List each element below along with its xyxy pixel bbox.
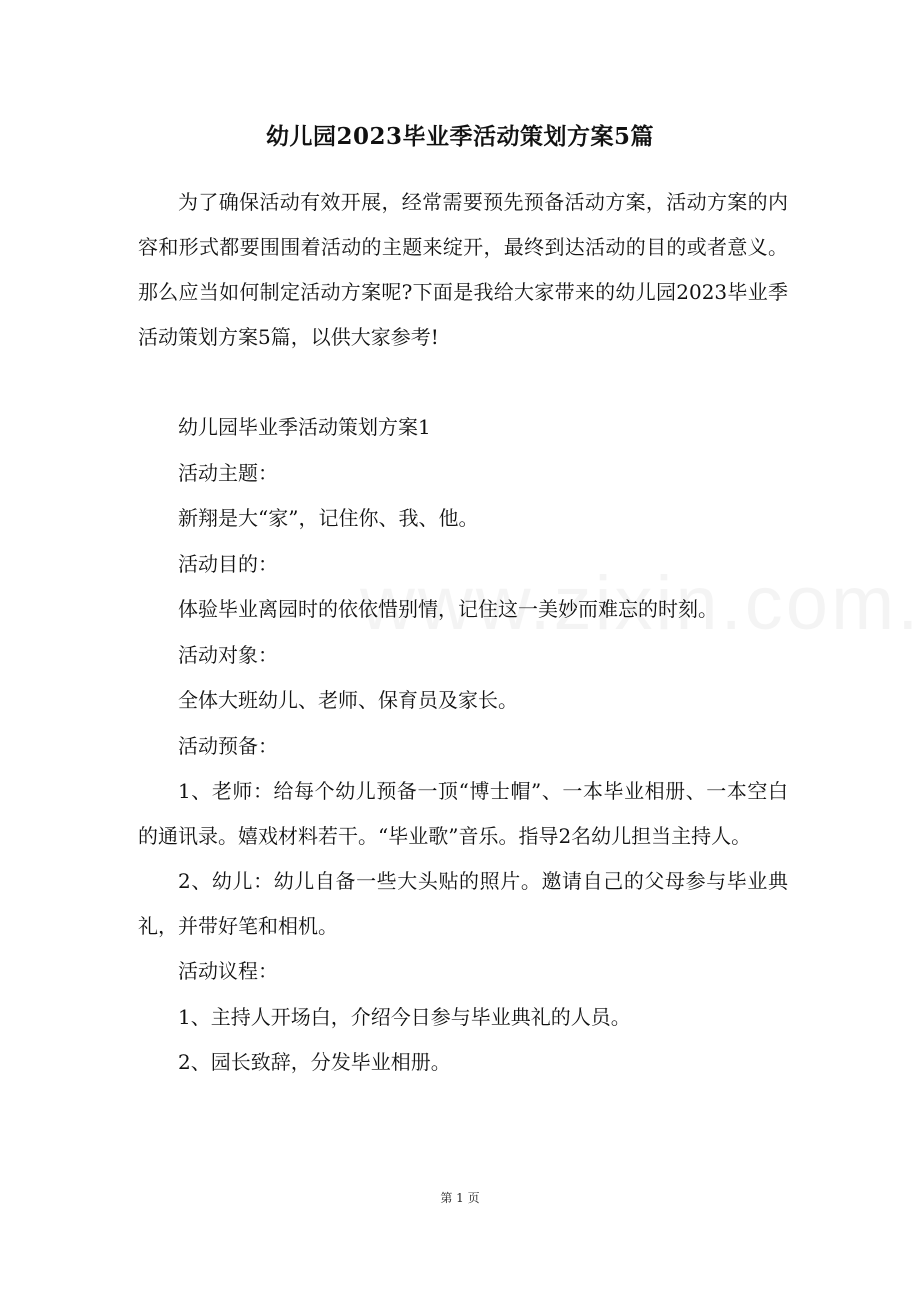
audience-text: 全体大班幼儿、老师、保育员及家长。 [178, 688, 518, 712]
intro-paragraph: 为了确保活动有效开展，经常需要预先预备活动方案，活动方案的内容和形式都要围围着活动的主题来绽开，最终到达活动的目的或者意义。那么应当如何制定活动方案呢?下面是我给大家带来的幼儿园2023毕业季活动策划方案5篇，以供大家参考! [138, 190, 788, 349]
agenda-label: 活动议程： [178, 959, 278, 983]
theme-label: 活动主题： [178, 460, 278, 485]
purpose-text: 体验毕业离园时的依依惜别情，记住这一美妙而难忘的时刻。 [178, 597, 718, 621]
prep-item-2: 2、幼儿：幼儿自备一些大头贴的照片。邀请自己的父母参与毕业典礼，并带好笔和相机。 [138, 869, 788, 938]
purpose-label: 活动目的： [178, 551, 278, 576]
agenda-item-1: 1、主持人开场白，介绍今日参与毕业典礼的人员。 [178, 1004, 631, 1029]
document-body [138, 180, 788, 1086]
document-title: 幼儿园2023毕业季活动策划方案5篇 [265, 123, 655, 150]
theme-text: 新翔是大“家”，记住你、我、他。 [178, 506, 479, 530]
prep-label: 活动预备： [178, 733, 278, 758]
page-number: 第 1 页 [440, 1191, 480, 1205]
paragraph-spacer [138, 360, 788, 405]
section-heading: 幼儿园毕业季活动策划方案1 [178, 415, 431, 439]
agenda-item-2: 2、园长致辞，分发毕业相册。 [178, 1050, 451, 1074]
audience-label: 活动对象： [178, 642, 278, 667]
prep-item-1: 1、老师：给每个幼儿预备一顶“博士帽”、一本毕业相册、一本空白的通讯录。嬉戏材料若干。“毕业歌”音乐。指导2名幼儿担当主持人。 [138, 779, 788, 848]
